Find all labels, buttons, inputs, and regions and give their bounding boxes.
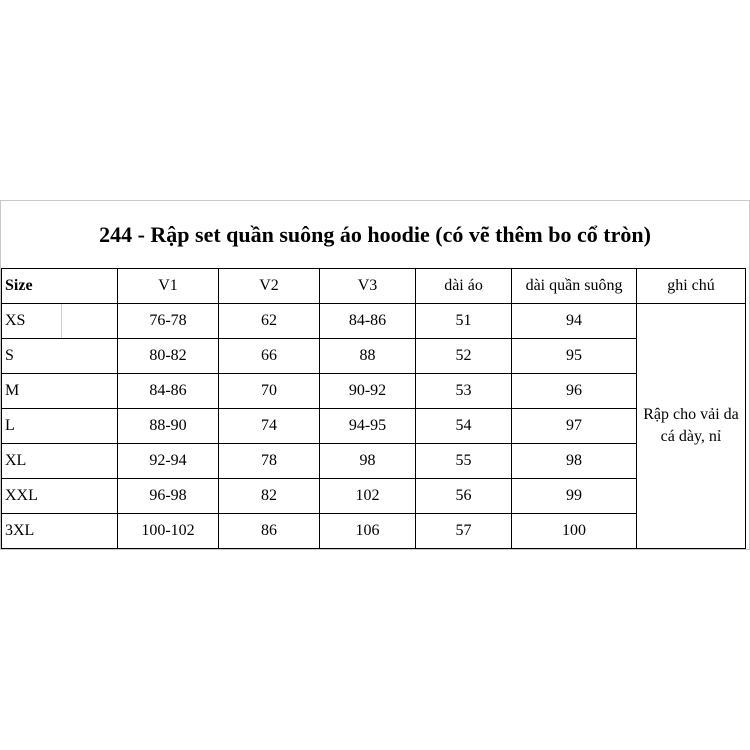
size-cell: XS [2,304,62,339]
v2-cell: 74 [219,409,320,444]
v2-cell: 86 [219,514,320,549]
dai-ao-cell: 57 [416,514,512,549]
v3-cell: 94-95 [320,409,416,444]
dai-quan-cell: 97 [512,409,637,444]
v3-cell: 88 [320,339,416,374]
v3-cell: 106 [320,514,416,549]
document-title: 244 - Rập set quần suông áo hoodie (có vẽ thêm bo cổ tròn) [99,222,651,247]
v1-cell: 100-102 [118,514,219,549]
v2-cell: 62 [219,304,320,339]
size-cell: XXL [2,479,118,514]
header-v3: V3 [320,269,416,304]
table-row [2,304,746,339]
table-row [2,409,746,444]
size-cell: XL [2,444,118,479]
v2-cell: 78 [219,444,320,479]
table-row [2,374,746,409]
dai-ao-cell: 51 [416,304,512,339]
header-dai-ao: dài áo [416,269,512,304]
header-dai-quan: dài quần suông [512,269,637,304]
v2-cell: 70 [219,374,320,409]
v3-cell: 90-92 [320,374,416,409]
header-size: Size [2,269,118,304]
dai-quan-cell: 100 [512,514,637,549]
size-cell: 3XL [2,514,118,549]
header-v2: V2 [219,269,320,304]
v3-cell: 84-86 [320,304,416,339]
v2-cell: 82 [219,479,320,514]
v1-cell: 88-90 [118,409,219,444]
dai-quan-cell: 95 [512,339,637,374]
v1-cell: 76-78 [118,304,219,339]
dai-ao-cell: 54 [416,409,512,444]
size-cell: S [2,339,118,374]
v1-cell: 96-98 [118,479,219,514]
dai-quan-cell: 98 [512,444,637,479]
dai-ao-cell: 52 [416,339,512,374]
v1-cell: 92-94 [118,444,219,479]
dai-quan-cell: 94 [512,304,637,339]
v3-cell: 102 [320,479,416,514]
table-row [2,339,746,374]
note-cell: Rập cho vải da cá dày, nỉ [637,304,746,549]
size-chart-table [1,268,746,549]
v2-cell: 66 [219,339,320,374]
size-cell: L [2,409,118,444]
table-row [2,444,746,479]
table-row [2,479,746,514]
v1-cell: 80-82 [118,339,219,374]
header-ghi-chu: ghi chú [637,269,746,304]
table-row [2,514,746,549]
dai-ao-cell: 53 [416,374,512,409]
dai-ao-cell: 55 [416,444,512,479]
dai-ao-cell: 56 [416,479,512,514]
blank-cell [62,304,118,339]
table-header-row [2,269,746,304]
v1-cell: 84-86 [118,374,219,409]
v3-cell: 98 [320,444,416,479]
size-cell: M [2,374,118,409]
dai-quan-cell: 99 [512,479,637,514]
header-v1: V1 [118,269,219,304]
dai-quan-cell: 96 [512,374,637,409]
